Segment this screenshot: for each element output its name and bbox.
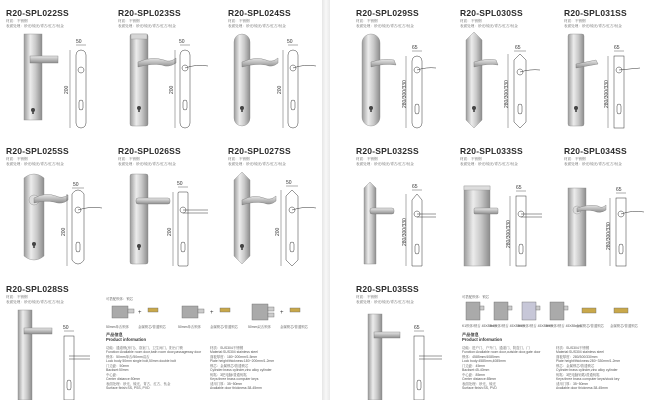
handle-drawing	[356, 30, 460, 140]
width-dimension: 50	[177, 181, 183, 187]
handle-drawing	[564, 168, 648, 278]
catalog-page-left	[0, 0, 322, 400]
product-material: 材质：不锈钢	[460, 19, 482, 23]
product-material: 材质：不锈钢	[6, 157, 28, 161]
svg-text:+: +	[280, 310, 284, 316]
width-dimension: 65	[516, 185, 522, 191]
product-cell-spl035	[356, 284, 452, 400]
lever	[474, 208, 498, 214]
info-line: 门边距：50mm	[106, 364, 129, 368]
product-code: R20-SPL032SS	[356, 146, 419, 156]
info-line: 材质：SUS304不锈钢	[556, 346, 589, 350]
catalog-page-right	[330, 0, 650, 400]
line-drawing	[402, 184, 436, 266]
lock-label: 金属锁芯/普通锁芯	[280, 325, 309, 329]
product-finish: 表面处理：砂光/镜光/青古/红古/钛金	[6, 162, 64, 166]
product-material: 材质：不锈钢	[6, 295, 28, 299]
product-material: 材质：不锈钢	[356, 157, 378, 161]
height-dimension: 200	[275, 227, 281, 236]
product-material: 材质：不锈钢	[118, 19, 140, 23]
lock-options-panel	[106, 296, 320, 396]
backplate	[24, 34, 42, 120]
lock-label: 50mm单舌锁体	[178, 325, 201, 329]
handle-drawing	[460, 168, 564, 278]
line-drawing	[277, 39, 316, 128]
lock-label: 50mm双舌锁体	[248, 325, 271, 329]
product-finish: 表面处理：砂光/镜光/青古/红古/钛金	[460, 162, 518, 166]
line-drawing	[402, 45, 436, 128]
product-code: R20-SPL030SS	[460, 8, 523, 18]
info-line: 锁芯：金属锁芯/普通锁芯	[210, 364, 249, 368]
info-line: 适用门厚：35~50mm	[556, 382, 589, 386]
info-line: 中心距：	[106, 373, 120, 377]
product-code: R20-SPL025SS	[6, 146, 69, 156]
lever	[136, 198, 170, 204]
info-line: Available door thickness:38-45mm	[210, 385, 262, 390]
product-cell-spl027	[228, 146, 332, 281]
product-finish: 表面处理：砂光/镜光/青古/红古/钛金	[6, 24, 64, 28]
width-dimension: 50	[76, 39, 82, 45]
info-line: Material:SUS304 stainless steel	[210, 349, 258, 354]
info-line: Keys:three brass computer keys	[210, 376, 259, 381]
product-finish: 表面处理：砂光/镜光/青古/红古/钛金	[118, 24, 176, 28]
product-finish: 表面处理：砂光/镜光/青古/红古/钛金	[356, 162, 414, 166]
handle-drawing	[228, 30, 322, 140]
product-material: 材质：不锈钢	[564, 19, 586, 23]
handle-drawing	[118, 168, 222, 278]
lock-label: 金属锁芯/普通锁芯	[610, 324, 639, 328]
product-finish: 表面处理：砂光/镜光/青古/红古/钛金	[564, 162, 622, 166]
info-line: Center distance:50mm	[106, 376, 141, 381]
product-material: 材质：不锈钢	[564, 157, 586, 161]
handle-drawing	[6, 168, 110, 278]
lock-options-panel	[462, 294, 648, 398]
product-code: R20-SPL023SS	[118, 8, 181, 18]
lock-label: K4锁体/锁舌 45X85mm	[490, 324, 526, 328]
handle-drawing	[228, 168, 322, 278]
info-line: Available door thickness:38-45mm	[556, 385, 608, 390]
height-dimension: 280/300/330	[402, 218, 408, 246]
product-cell-spl031	[564, 8, 648, 143]
info-line: 锁体：4585mm/4085mm	[462, 355, 500, 359]
product-material: 材质：不锈钢	[460, 157, 482, 161]
product-cell-spl025	[6, 146, 110, 281]
info-line: 功能：通道锁(房门)、浴室门、卫生间门、阳台门锁	[106, 346, 183, 350]
product-material: 材质：不锈钢	[228, 19, 250, 23]
product-code: R20-SPL029SS	[356, 8, 419, 18]
product-code: R20-SPL028SS	[6, 284, 69, 294]
product-material: 材质：不锈钢	[118, 157, 140, 161]
options-caption: 可搭配锁体：锁芯	[106, 297, 134, 301]
lever	[34, 194, 68, 203]
info-line: Cylinder:brass cylinder,zinc alloy cylinder	[556, 367, 618, 372]
product-finish: 表面处理：砂光/镜光/青古/红古/钛金	[356, 24, 414, 28]
lock-label: 50mm单舌锁体	[106, 325, 129, 329]
svg-text:+: +	[210, 310, 214, 316]
line-drawing	[604, 45, 640, 128]
info-line: Surface finish:SS, PSS, PVD	[106, 385, 150, 390]
lock-label: K5锁体/锁舌 45X85mm	[518, 324, 554, 328]
product-code: R20-SPL022SS	[6, 8, 69, 18]
info-line: 钥匙：3把电脑/普通钥匙	[210, 373, 247, 377]
product-finish: 表面处理：砂光/镜光/青古/红古/钛金	[460, 24, 518, 28]
product-cell-spl026	[118, 146, 222, 281]
product-cell-spl030	[460, 8, 564, 143]
book-gutter	[322, 0, 330, 400]
info-line: Center distance:85mm	[462, 376, 497, 381]
info-line: 功能：进户门、户外门、通道门、防盗门、门	[462, 346, 530, 350]
info-line: 适用门厚：35~50mm	[210, 382, 243, 386]
product-cell-spl032	[356, 146, 460, 281]
info-title: 产品信息	[462, 332, 479, 337]
info-line: 表面处理：砂光、镜光、青古、红古、钛金	[106, 382, 171, 386]
handle-drawing	[460, 30, 564, 140]
info-line: 锁体：50mm单舌/50mm双舌	[106, 355, 150, 359]
lever	[30, 56, 58, 63]
line-drawing	[606, 187, 644, 266]
lock-body-images	[462, 300, 648, 322]
info-line: Lock body 50mm single bolt,50mm double bolt	[106, 358, 176, 363]
info-line: Material:SUS304 stainless steel	[556, 349, 604, 354]
line-drawing	[504, 45, 540, 128]
info-subtitle: Product information	[106, 337, 147, 342]
product-code: R20-SPL026SS	[118, 146, 181, 156]
lever	[370, 208, 394, 214]
info-line: 门边距：45mm	[462, 364, 485, 368]
product-finish: 表面处理：砂光/镜光/青古/红古/钛金	[356, 300, 414, 304]
handle-drawing	[6, 306, 96, 400]
info-line: Plate height/thickness:180~200mm/1.2mm	[210, 358, 275, 363]
info-line: 中心距：85mm	[462, 373, 485, 377]
width-dimension: 65	[614, 45, 620, 51]
handle-drawing	[356, 168, 460, 278]
info-line: Lock body:4585mm,4085mm	[462, 358, 506, 363]
product-cell-spl028	[6, 284, 96, 400]
info-line: Backset:50mm	[106, 367, 129, 372]
width-dimension: 50	[63, 325, 69, 331]
product-material: 材质：不锈钢	[356, 295, 378, 299]
lock-label: 金属锁芯/普通锁芯	[576, 324, 605, 328]
width-dimension: 65	[515, 45, 521, 51]
height-dimension: 280/300/330	[606, 222, 612, 250]
product-code: R20-SPL024SS	[228, 8, 291, 18]
info-line: Surface finish:SS, PVD	[462, 385, 497, 390]
product-finish: 表面处理：砂光/镜光/青古/红古/钛金	[6, 300, 64, 304]
info-title: 产品信息	[106, 332, 123, 337]
product-material: 材质：不锈钢	[6, 19, 28, 23]
product-finish: 表面处理：砂光/镜光/青古/红古/钛金	[228, 162, 286, 166]
product-material: 材质：不锈钢	[356, 19, 378, 23]
lock-label: 金属锁芯/普通锁芯	[138, 325, 167, 329]
info-subtitle: Product information	[462, 337, 503, 342]
product-code: R20-SPL031SS	[564, 8, 627, 18]
info-line: Plate height/thickness:280~330mm/1.2mm	[556, 358, 621, 363]
info-line: Cylinder:brass cylinder,zinc alloy cylinder	[210, 367, 272, 372]
lock-label: K9锁体/锁舌 45X85mm	[546, 324, 582, 328]
line-drawing	[167, 181, 208, 266]
lock-body-images	[106, 302, 320, 324]
info-line: 表面处理：砂光、镜光	[462, 382, 496, 386]
product-code: R20-SPL034SS	[564, 146, 627, 156]
product-cell-spl034	[564, 146, 648, 281]
product-code: R20-SPL035SS	[356, 284, 419, 294]
line-drawing	[61, 182, 102, 266]
line-drawing	[63, 325, 90, 400]
width-dimension: 65	[412, 184, 418, 190]
options-caption: 可搭配锁体：锁芯	[462, 295, 490, 299]
handle-drawing	[6, 30, 110, 140]
width-dimension: 65	[616, 187, 622, 193]
height-dimension: 280/300/330	[604, 80, 610, 108]
product-cell-spl023	[118, 8, 222, 143]
line-drawing	[169, 39, 208, 128]
height-dimension: 200	[167, 227, 173, 236]
width-dimension: 65	[414, 325, 420, 331]
line-drawing	[275, 180, 316, 266]
info-line: 面板厚度：280/300/330mm	[556, 355, 598, 359]
lever	[24, 328, 52, 334]
handle-drawing	[356, 306, 452, 400]
info-line: 锁芯：金属锁芯/普通锁芯	[556, 364, 595, 368]
lock-label: 金属锁芯/普通锁芯	[210, 325, 239, 329]
handle-drawing	[564, 30, 648, 140]
height-dimension: 200	[169, 85, 175, 94]
product-finish: 表面处理：砂光/镜光/青古/红古/钛金	[564, 24, 622, 28]
width-dimension: 50	[286, 180, 292, 186]
height-dimension: 200	[64, 85, 70, 94]
height-dimension: 280/300/330	[504, 80, 510, 108]
info-line: Function:Available room door,outside door,gate door	[462, 349, 541, 354]
product-code: R20-SPL033SS	[460, 146, 523, 156]
line-drawing	[64, 39, 86, 128]
width-dimension: 50	[179, 39, 185, 45]
info-line: 钥匙：3把电脑钥匙/普通钥匙	[556, 373, 600, 377]
info-line: Backset:45-40mm	[462, 367, 490, 372]
product-finish: 表面处理：砂光/镜光/青古/红古/钛金	[228, 24, 286, 28]
product-cell-spl024	[228, 8, 332, 143]
product-cell-spl022	[6, 8, 110, 143]
width-dimension: 65	[412, 45, 418, 51]
width-dimension: 50	[287, 39, 293, 45]
product-finish: 表面处理：砂光/镜光/青古/红古/钛金	[118, 162, 176, 166]
width-dimension: 50	[73, 182, 79, 188]
lever	[374, 332, 400, 338]
height-dimension: 280/300/330	[402, 80, 408, 108]
line-drawing	[506, 185, 542, 266]
svg-text:+: +	[138, 310, 142, 316]
height-dimension: 280/300/330	[506, 220, 512, 248]
product-cell-spl033	[460, 146, 564, 281]
info-line: Keys:three brass computer keys/stock key	[556, 376, 620, 381]
height-dimension: 200	[277, 85, 283, 94]
lock-label: K1锁体/锁舌 45X85mm	[462, 324, 498, 328]
handle-drawing	[118, 30, 222, 140]
product-cell-spl029	[356, 8, 460, 143]
info-line: Function:Available room door,bath room door,passageway door	[106, 349, 202, 354]
line-drawing	[414, 325, 442, 400]
height-dimension: 200	[61, 227, 67, 236]
info-line: 面板厚度：180~200mm/1.5mm	[210, 355, 258, 359]
product-material: 材质：不锈钢	[228, 157, 250, 161]
product-code: R20-SPL027SS	[228, 146, 291, 156]
info-line: 材质：SUS304不锈钢	[210, 346, 243, 350]
